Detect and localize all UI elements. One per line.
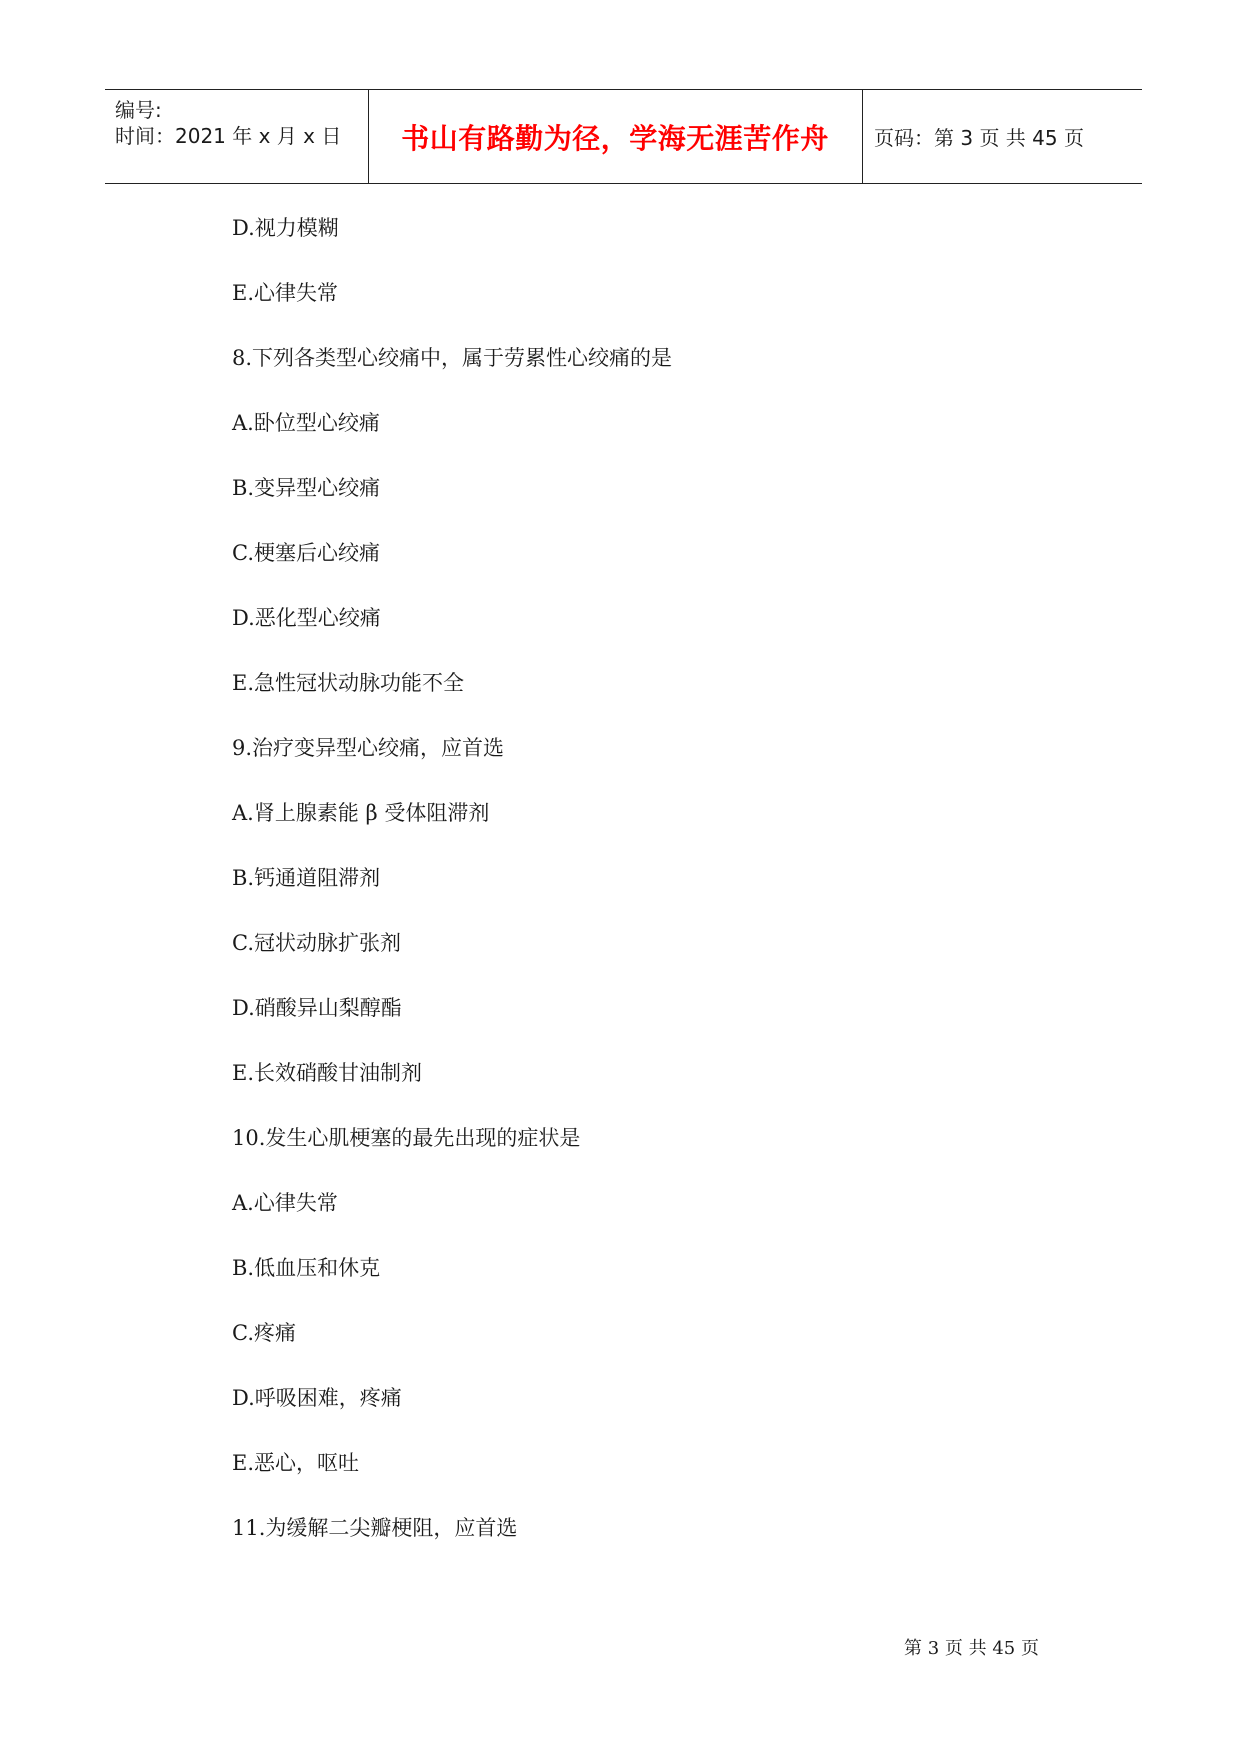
question-line: D.恶化型心绞痛 [232, 606, 381, 630]
question-content [232, 213, 672, 1578]
question-line: 10.发生心肌梗塞的最先出现的症状是 [232, 1126, 581, 1150]
question-line: 11.为缓解二尖瓣梗阻，应首选 [232, 1516, 518, 1540]
question-line: C.梗塞后心绞痛 [232, 541, 380, 565]
question-line: E.急性冠状动脉功能不全 [232, 671, 465, 695]
header-page-cell [862, 90, 1142, 183]
question-line: B.低血压和休克 [232, 1256, 381, 1280]
question-line: E.长效硝酸甘油制剂 [232, 1061, 423, 1085]
question-line: 9.治疗变异型心绞痛，应首选 [232, 736, 505, 760]
question-line: D.硝酸异山梨醇酯 [232, 996, 402, 1020]
page-header [105, 89, 1142, 184]
question-line: C.疼痛 [232, 1321, 296, 1345]
header-motto: 书山有路勤为径，学海无涯苦作舟 [368, 90, 863, 183]
question-line: D.呼吸困难，疼痛 [232, 1386, 402, 1410]
document-number-label: 编号: [115, 98, 162, 122]
question-line: D.视力模糊 [232, 216, 339, 240]
question-line: 8.下列各类型心绞痛中，属于劳累性心绞痛的是 [232, 346, 673, 370]
question-line: B.变异型心绞痛 [232, 476, 381, 500]
page-footer: 第 3 页 共 45 页 [904, 1638, 1039, 1659]
question-line: B.钙通道阻滞剂 [232, 866, 381, 890]
question-line: A.卧位型心绞痛 [232, 411, 380, 435]
question-line: A.心律失常 [232, 1191, 338, 1215]
header-meta-cell [105, 90, 369, 183]
question-line: E.恶心，呕吐 [232, 1451, 360, 1475]
question-line: C.冠状动脉扩张剂 [232, 931, 401, 955]
document-time-label: 时间：2021 年 x 月 x 日 [115, 124, 342, 148]
question-line: E.心律失常 [232, 281, 339, 305]
header-page-info: 页码：第 3 页 共 45 页 [874, 126, 1084, 150]
question-line: A.肾上腺素能 β 受体阻滞剂 [232, 801, 490, 825]
